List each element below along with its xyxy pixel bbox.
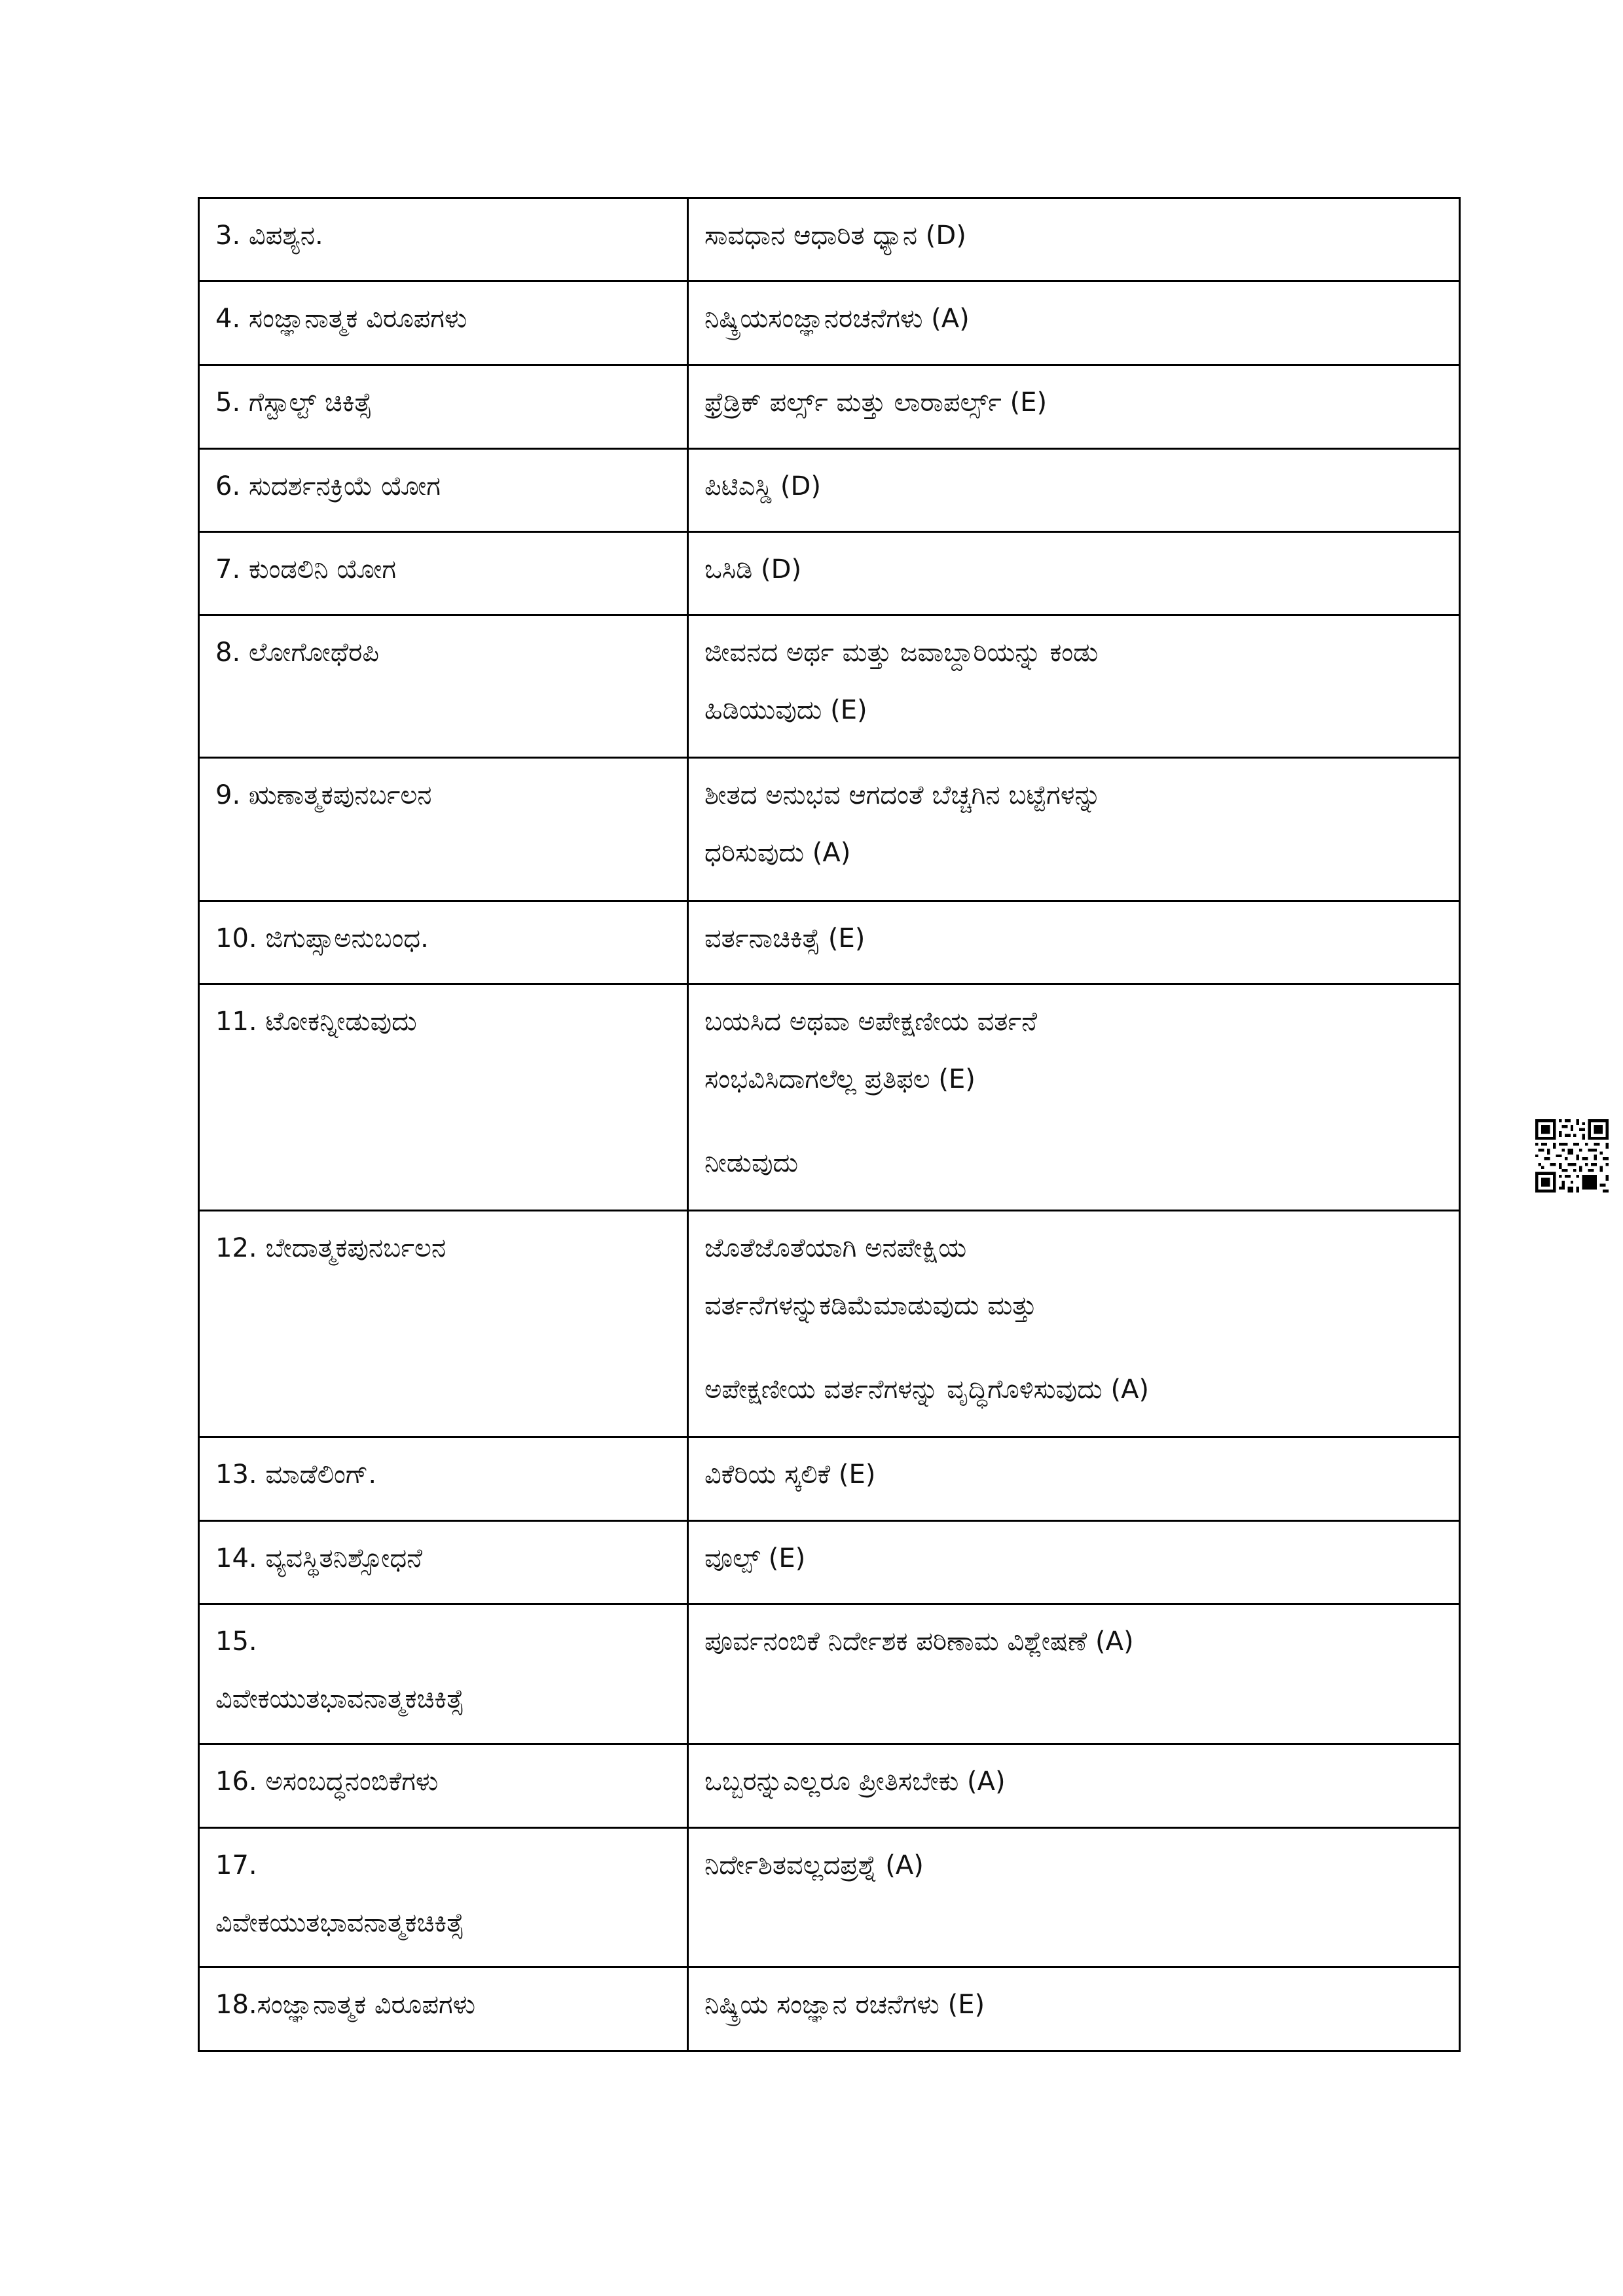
- description-cell: [688, 758, 1460, 901]
- description-cell: [688, 615, 1460, 758]
- term-cell: [199, 1744, 688, 1828]
- term-text: 14. ವ್ಯವಸ್ಥಿತನಿಶ್ಸೋಧನೆ: [215, 1543, 423, 1573]
- term-text: 8. ಲೋಗೋಥೆರಪಿ: [215, 637, 379, 668]
- description-text: ಶೀತದ ಅನುಭವ ಆಗದಂತೆ ಬೆಚ್ಚಗಿನ ಬಟ್ಟೆಗಳನ್ನು: [704, 780, 1101, 810]
- term-cell: [199, 281, 688, 365]
- description-cell: [688, 1437, 1460, 1521]
- term-cell: [199, 615, 688, 758]
- description-cell: [688, 1967, 1460, 2051]
- term-cell: [199, 449, 688, 532]
- table-row: [199, 901, 1460, 984]
- description-text: ಒಬ್ಬರನ್ನುಎಲ್ಲರೂ ಪ್ರೀತಿಸಬೇಕು (A): [704, 1767, 1006, 1797]
- table-row: [199, 758, 1460, 901]
- description-text: ಜೀವನದ ಅರ್ಥ ಮತ್ತು ಜವಾಬ್ದಾರಿಯನ್ನು ಕಂಡು: [704, 637, 1099, 668]
- description-cell: [688, 901, 1460, 984]
- term-text: 5. ಗೆಸ್ಟಾಲ್ಟ್ ಚಿಕಿತ್ಸೆ: [215, 387, 373, 418]
- description-text: ಬಯಸಿದ ಅಥವಾ ಅಪೇಕ್ಷಣೀಯ ವರ್ತನೆ: [704, 1007, 1038, 1037]
- description-text: ಪಿಟಿಎಸ್ಡಿ (D): [704, 471, 821, 501]
- term-text: 6. ಸುದರ್ಶನಕ್ರಿಯೆ ಯೋಗ: [215, 471, 441, 501]
- description-text: ಹಿಡಿಯುವುದು (E): [704, 695, 867, 725]
- description-cell: [688, 1211, 1460, 1437]
- table-row: [199, 1967, 1460, 2051]
- term-cell: [199, 1604, 688, 1744]
- table-row: [199, 1828, 1460, 1967]
- description-text: ಅಪೇಕ್ಷಣೀಯ ವರ್ತನೆಗಳನ್ನು ವೃದ್ಧಿಗೊಳಿಸುವುದು (A): [704, 1374, 1150, 1405]
- table-row: [199, 198, 1460, 281]
- term-cell: [199, 365, 688, 449]
- description-text: ವರ್ತನಾಚಿಕಿತ್ಸೆ (E): [704, 924, 866, 954]
- term-cell: [199, 1967, 688, 2051]
- table-row: [199, 1604, 1460, 1744]
- term-text: 18.ಸಂಜ್ಞಾನಾತ್ಮಕ ವಿರೂಪಗಳು: [215, 1990, 476, 2020]
- description-cell: [688, 1828, 1460, 1967]
- description-cell: [688, 1521, 1460, 1604]
- table-row: [199, 365, 1460, 449]
- term-text: 16. ಅಸಂಬದ್ಧನಂಬಿಕೆಗಳು: [215, 1767, 439, 1797]
- description-cell: [688, 532, 1460, 615]
- term-cell: [199, 1828, 688, 1967]
- term-text: 10. ಜಿಗುಪ್ಸಾಅನುಬಂಧ.: [215, 924, 429, 954]
- description-text: ಸಂಭವಿಸಿದಾಗಲೆಲ್ಲ ಪ್ರತಿಫಲ (E): [704, 1064, 976, 1094]
- term-text: 3. ವಿಪಶ್ಯನ.: [215, 221, 323, 251]
- term-cell: [199, 198, 688, 281]
- description-cell: [688, 1604, 1460, 1744]
- description-text: ನಿಷ್ಕ್ರಿಯ ಸಂಜ್ಞಾನ ರಚನೆಗಳು (E): [704, 1990, 985, 2020]
- table-row: [199, 449, 1460, 532]
- description-text: ನೀಡುವುದು: [704, 1148, 799, 1178]
- description-text: ನಿಷ್ಕ್ರಿಯಸಂಜ್ಞಾನರಚನೆಗಳು (A): [704, 304, 970, 334]
- table-row: [199, 984, 1460, 1211]
- table-row: [199, 615, 1460, 758]
- table-row: [199, 1521, 1460, 1604]
- term-text: ವಿವೇಕಯುತಭಾವನಾತ್ಮಕಚಿಕಿತ್ಸೆ: [215, 1908, 464, 1938]
- description-cell: [688, 281, 1460, 365]
- term-text: 7. ಕುಂಡಲಿನಿ ಯೋಗ: [215, 554, 397, 584]
- description-cell: [688, 449, 1460, 532]
- term-cell: [199, 758, 688, 901]
- term-cell: [199, 532, 688, 615]
- description-text: ಫ್ರೆಡ್ರಿಕ್ ಪರ್ಲ್ಸ್ ಮತ್ತು ಲಾರಾಪರ್ಲ್ಸ್ (E): [704, 387, 1048, 418]
- term-text: 15.: [215, 1626, 257, 1657]
- description-text: ವಿಕೆರಿಯ ಸ್ಕಲಿಕೆ (E): [704, 1460, 876, 1490]
- term-text: 13. ಮಾಡೆಲಿಂಗ್.: [215, 1460, 377, 1490]
- qr-code-icon: [1535, 1119, 1609, 1193]
- table-row: [199, 1437, 1460, 1521]
- term-cell: [199, 984, 688, 1211]
- table-row: [199, 1211, 1460, 1437]
- description-text: ಧರಿಸುವುದು (A): [704, 838, 851, 868]
- term-cell: [199, 1521, 688, 1604]
- answer-table: [198, 197, 1461, 2052]
- term-cell: [199, 1437, 688, 1521]
- description-text: ಜೊತೆಜೊತೆಯಾಗಿ ಅನಪೇಕ್ಷಿಯ: [704, 1233, 967, 1263]
- table-row: [199, 1744, 1460, 1828]
- term-cell: [199, 1211, 688, 1437]
- table-row: [199, 532, 1460, 615]
- term-text: 4. ಸಂಜ್ಞಾನಾತ್ಮಕ ವಿರೂಪಗಳು: [215, 304, 467, 334]
- description-cell: [688, 198, 1460, 281]
- description-cell: [688, 984, 1460, 1211]
- description-cell: [688, 1744, 1460, 1828]
- description-text: ವೂಲ್ಪ್ (E): [704, 1543, 806, 1573]
- table-row: [199, 281, 1460, 365]
- description-cell: [688, 365, 1460, 449]
- term-text: 11. ಟೋಕನ್ನೀಡುವುದು: [215, 1007, 417, 1037]
- description-text: ನಿರ್ದೇಶಿತವಲ್ಲದಪ್ರಶ್ನೆ (A): [704, 1850, 924, 1880]
- term-cell: [199, 901, 688, 984]
- term-text: 12. ಬೇದಾತ್ಮಕಪುನರ್ಬಲನ: [215, 1233, 447, 1263]
- term-text: 9. ಋಣಾತ್ಮಕಪುನರ್ಬಲನ: [215, 780, 432, 810]
- description-text: ಪೂರ್ವನಂಬಿಕೆ ನಿರ್ದೇಶಕ ಪರಿಣಾಮ ವಿಶ್ಲೇಷಣೆ (A): [704, 1626, 1134, 1657]
- description-text: ವರ್ತನೆಗಳನ್ನುಕಡಿಮೆಮಾಡುವುದು ಮತ್ತು: [704, 1291, 1037, 1321]
- term-text: ವಿವೇಕಯುತಭಾವನಾತ್ಮಕಚಿಕಿತ್ಸೆ: [215, 1684, 464, 1714]
- term-text: 17.: [215, 1850, 257, 1880]
- description-text: ಒಸಿಡಿ (D): [704, 554, 802, 584]
- description-text: ಸಾವಧಾನ ಆಧಾರಿತ ಧ್ಯಾನ (D): [704, 221, 966, 251]
